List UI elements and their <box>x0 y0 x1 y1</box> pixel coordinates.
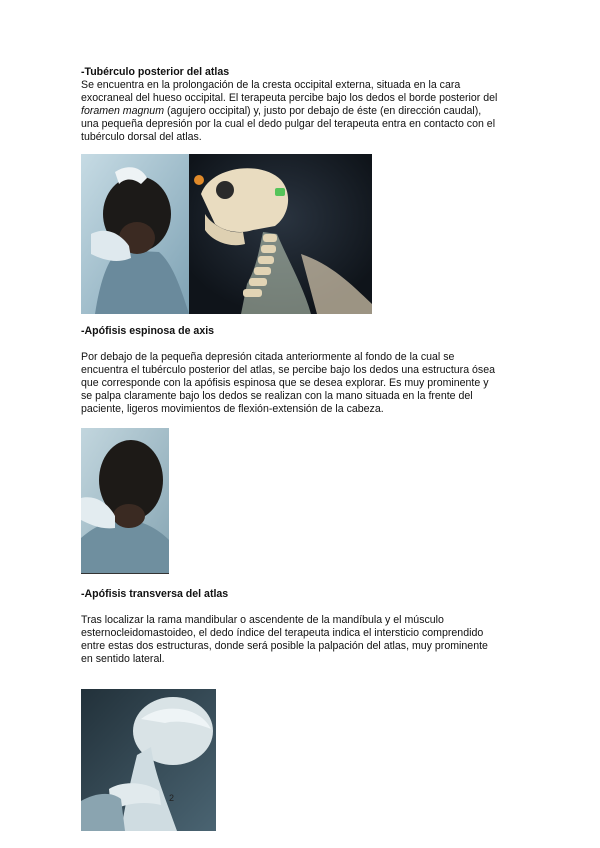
section-atlas-transverse-process <box>81 588 521 666</box>
figure-axis-palpation-photo <box>81 428 169 574</box>
paragraph-line: Se encuentra en la prolongación de la cresta occipital externa, situada en la cara <box>81 79 461 91</box>
section-axis-spinous-process <box>81 325 521 416</box>
section-paragraph <box>81 351 521 416</box>
paragraph-line: una pequeña depresión por la cual el dedo pulgar del terapeuta entra en contacto con el <box>81 118 496 130</box>
section-heading: -Apófisis espinosa de axis <box>81 325 215 337</box>
paragraph-line: encuentra el tubérculo posterior del atlas, se percibe bajo los dedos una estructura ósea <box>81 364 495 376</box>
paragraph-line: entre estas dos estructuras, donde será posible la palpación del atlas, muy prominente <box>81 640 488 652</box>
paragraph-line: que corresponde con la apófisis espinosa que se desea explorar. Es muy prominente y <box>81 377 489 389</box>
italic-term: foramen magnum <box>81 105 165 117</box>
paragraph-line <box>81 105 521 118</box>
paragraph-line: paciente, ligeros movimientos de flexión-extensión de la cabeza. <box>81 403 384 415</box>
figure-number-label: 2 <box>169 793 175 803</box>
paragraph-line: Tras localizar la rama mandibular o ascendente de la mandíbula y el músculo <box>81 614 444 626</box>
paragraph-line: tubérculo dorsal del atlas. <box>81 131 202 143</box>
section-heading: -Tubérculo posterior del atlas <box>81 66 230 78</box>
paragraph-line: Por debajo de la pequeña depresión citada anteriormente al fondo de la cual se <box>81 351 455 363</box>
figure-atlas-palpation-composite <box>81 154 372 314</box>
paragraph-line: exocraneal del hueso occipital. El terapeuta percibe bajo los dedos el borde posterior del <box>81 92 498 104</box>
figure-axis-svg <box>81 428 169 573</box>
section-heading: -Apófisis transversa del atlas <box>81 588 229 600</box>
paragraph-line: en sentido lateral. <box>81 653 165 665</box>
paragraph-line: se palpa claramente bajo los dedos se realizan con la mano situada en la frente del <box>81 390 473 402</box>
figure-atlas-transverse-photo <box>81 689 216 831</box>
paragraph-line: esternocleidomastoideo, el dedo índice del terapeuta indica el intersticio comprendido <box>81 627 484 639</box>
figure-atlas-transverse-svg <box>81 689 216 831</box>
section-paragraph <box>81 614 521 666</box>
figure-atlas-svg <box>81 154 372 314</box>
paragraph-line-rest: (agujero occipital) y, justo por debajo de éste (en dirección caudal), <box>164 105 482 117</box>
section-atlas-posterior-tubercle <box>81 66 521 144</box>
section-paragraph <box>81 79 521 144</box>
